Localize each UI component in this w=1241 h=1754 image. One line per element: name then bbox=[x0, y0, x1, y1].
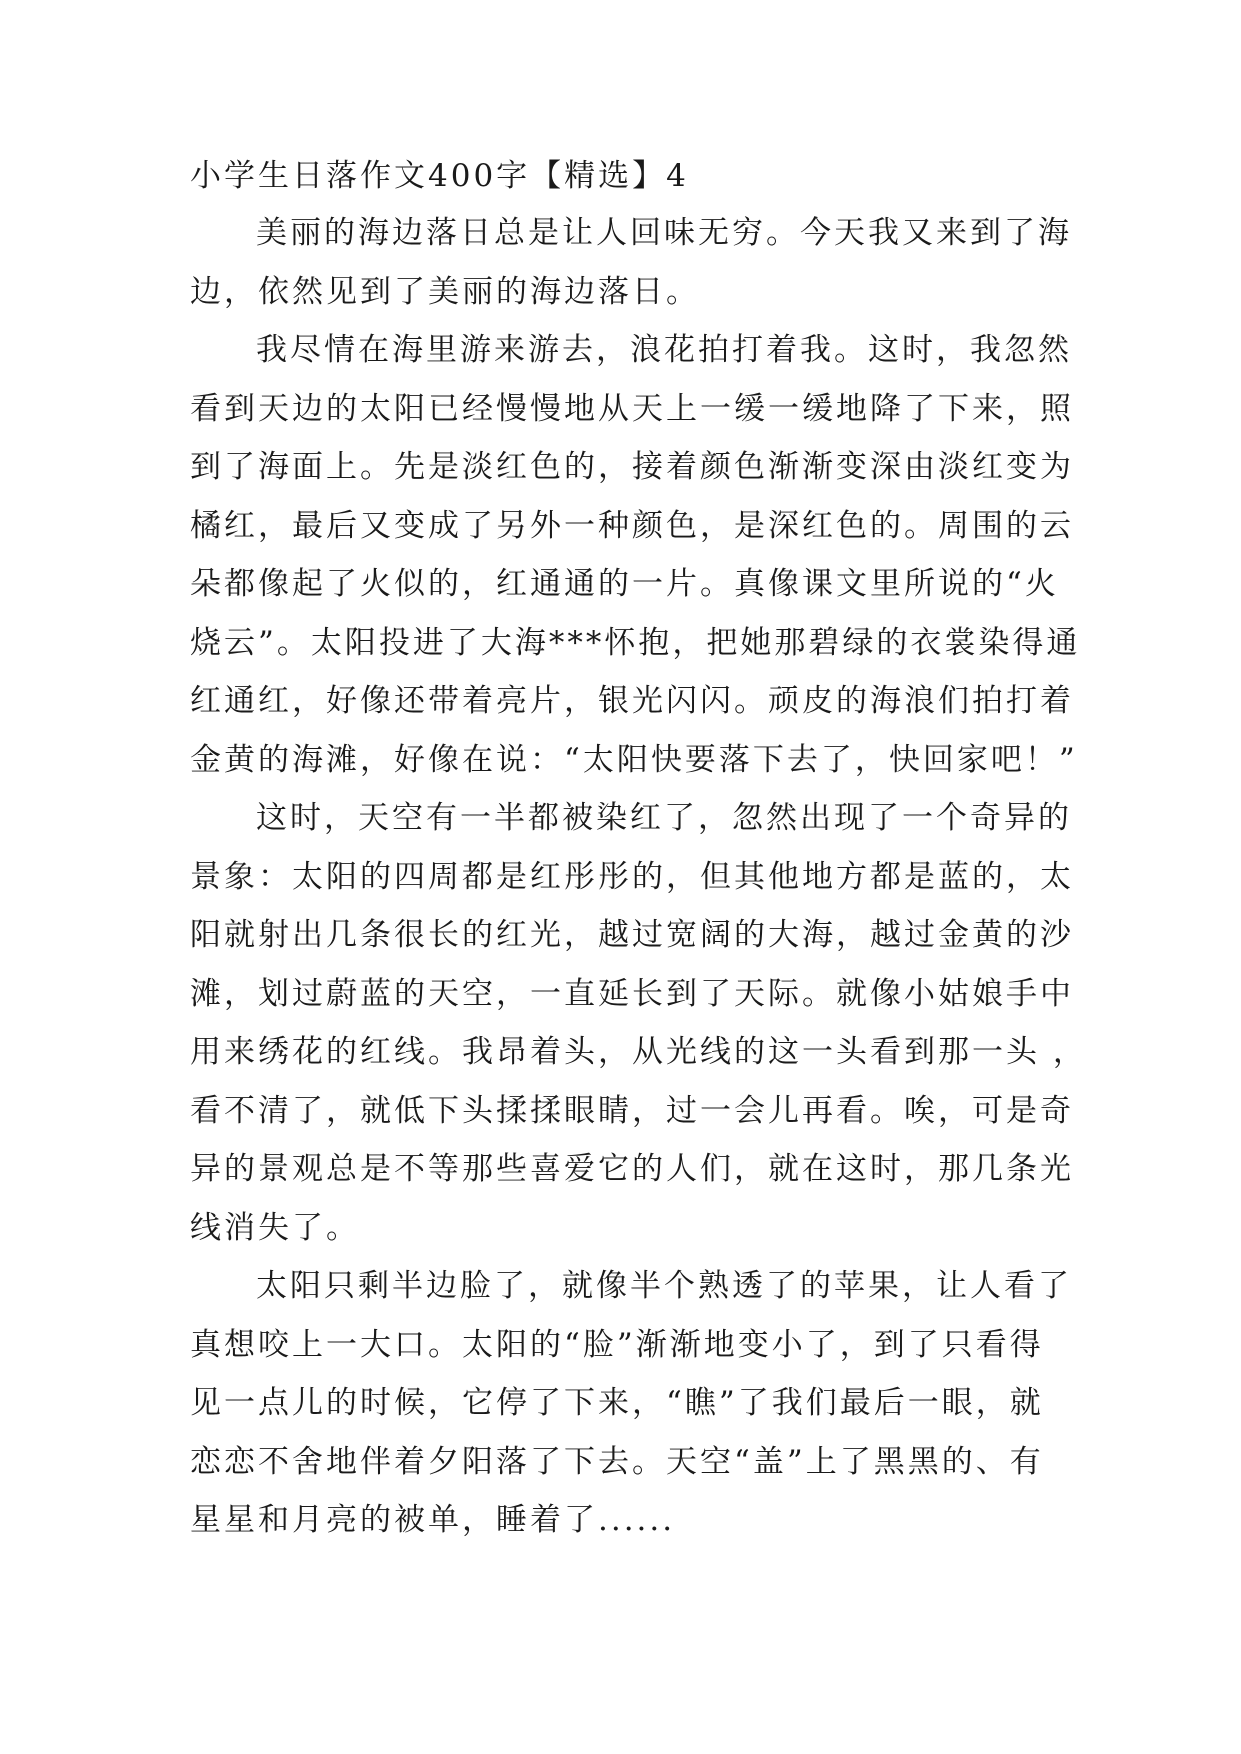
paragraph-3 bbox=[190, 789, 1087, 1257]
paragraph-line: 真想咬上一大口。太阳的“脸”渐渐地变小了，到了只看得 bbox=[190, 1326, 1044, 1363]
paragraph-4 bbox=[190, 1257, 1072, 1550]
paragraph-line: 橘红，最后又变成了另外一种颜色，是深红色的。周围的云 bbox=[190, 507, 1074, 544]
paragraph-line: 恋恋不舍地伴着夕阳落了下去。天空“盖”上了黑黑的、有 bbox=[190, 1443, 1044, 1480]
paragraph-1 bbox=[190, 204, 1072, 321]
paragraph-line: 这时，天空有一半都被染红了，忽然出现了一个奇异的 bbox=[256, 800, 1072, 836]
paragraph-line: 太阳只剩半边脸了，就像半个熟透了的苹果，让人看了 bbox=[256, 1268, 1072, 1304]
paragraph-line: 线消失了。 bbox=[190, 1209, 360, 1246]
paragraph-line: 烧云”。太阳投进了大海***怀抱，把她那碧绿的衣裳染得通 bbox=[190, 624, 1081, 661]
paragraph-line: 朵都像起了火似的，红通通的一片。真像课文里所说的“火 bbox=[190, 566, 1059, 602]
paragraph-line: 边，依然见到了美丽的海边落日。 bbox=[190, 273, 700, 310]
paragraph-line: 异的景观总是不等那些喜爱它的人们，就在这时，那几条光 bbox=[190, 1151, 1074, 1187]
paragraph-2 bbox=[190, 321, 1081, 789]
paragraph-line: 阳就射出几条很长的红光，越过宽阔的大海，越过金黄的沙 bbox=[190, 917, 1074, 953]
paragraph-line: 星星和月亮的被单，睡着了...... bbox=[190, 1502, 676, 1538]
paragraph-line: 看到天边的太阳已经慢慢地从天上一缓一缓地降了下来，照 bbox=[190, 390, 1074, 427]
document-body bbox=[190, 156, 1087, 1550]
paragraph-line: 滩，划过蔚蓝的天空，一直延长到了天际。就像小姑娘手中 bbox=[190, 975, 1074, 1012]
document-title: 小学生日落作文400字【精选】4 bbox=[190, 158, 689, 194]
paragraph-line: 见一点儿的时候，它停了下来，“瞧”了我们最后一眼，就 bbox=[190, 1385, 1044, 1421]
paragraph-line: 景象：太阳的四周都是红彤彤的，但其他地方都是蓝的，太 bbox=[190, 858, 1074, 895]
paragraph-line: 看不清了，就低下头揉揉眼睛，过一会儿再看。唉，可是奇 bbox=[190, 1092, 1074, 1129]
paragraph-line: 到了海面上。先是淡红色的，接着颜色渐渐变深由淡红变为 bbox=[190, 449, 1074, 485]
paragraph-line: 用来绣花的红线。我昂着头，从光线的这一头看到那一头 ， bbox=[190, 1034, 1087, 1070]
paragraph-line: 金黄的海滩，好像在说：“太阳快要落下去了，快回家吧！” bbox=[190, 741, 1078, 778]
paragraph-line: 我尽情在海里游来游去，浪花拍打着我。这时，我忽然 bbox=[256, 332, 1072, 368]
paragraph-line: 红通红，好像还带着亮片，银光闪闪。顽皮的海浪们拍打着 bbox=[190, 683, 1074, 719]
paragraph-line: 美丽的海边落日总是让人回味无穷。今天我又来到了海 bbox=[256, 215, 1072, 251]
